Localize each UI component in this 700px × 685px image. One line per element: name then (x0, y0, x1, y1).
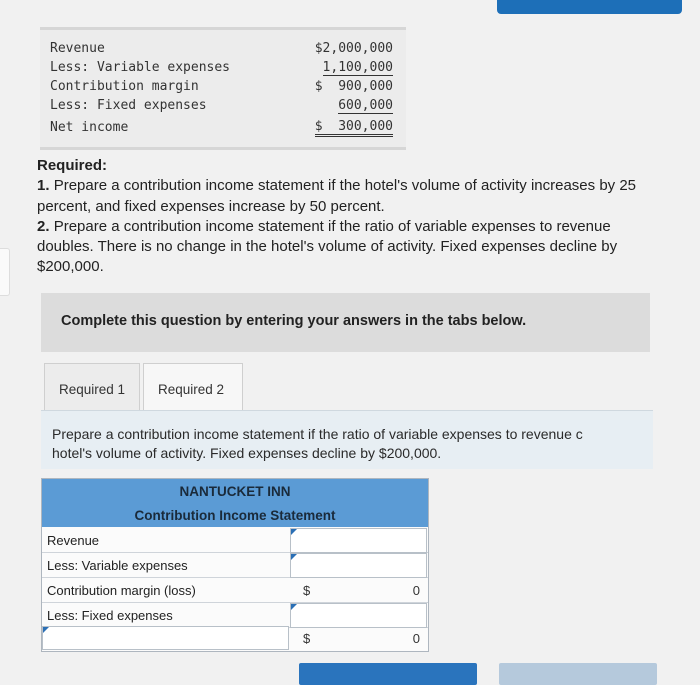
input-marker-icon (43, 627, 49, 633)
summary-label: Revenue (50, 41, 105, 56)
summary-label: Net income (50, 120, 129, 135)
tab-label: Required 2 (158, 382, 225, 397)
item-number: 1. (37, 177, 50, 195)
row-label: Less: Variable expenses (47, 558, 188, 573)
statement-title: Contribution Income Statement (134, 508, 336, 523)
row-contribution-margin (42, 578, 428, 603)
row-net-income (42, 626, 428, 650)
input-marker-icon (291, 604, 297, 610)
panel-line-1: Prepare a contribution income statement if the ratio of variable expenses to revenue c (52, 426, 583, 442)
tab-panel-description (41, 410, 653, 469)
net-income-value: 0 (412, 631, 420, 646)
input-marker-icon (291, 529, 297, 535)
variable-expenses-input[interactable] (290, 553, 427, 578)
fixed-expenses-input[interactable] (290, 603, 427, 628)
net-income-label-input[interactable] (42, 626, 289, 650)
row-label: Less: Fixed expenses (47, 608, 173, 623)
currency-symbol: $ (303, 583, 311, 598)
net-income-value-cell (290, 626, 425, 649)
prev-tab-button[interactable] (299, 663, 477, 685)
cm-value-cell (290, 578, 425, 601)
row-revenue (42, 528, 428, 553)
side-panel-edge (0, 248, 10, 296)
row-variable-expenses (42, 553, 428, 578)
summary-row-fixed (40, 96, 406, 115)
tab-required-1[interactable] (44, 363, 140, 412)
required-instructions (37, 156, 637, 278)
summary-label: Contribution margin (50, 79, 199, 94)
row-fixed-expenses (42, 603, 428, 628)
required-item-1 (37, 176, 637, 217)
summary-value: 1,100,000 (322, 60, 393, 75)
item-text: Prepare a contribution income statement if the hotel's volume of activity increases by 25 percent, and fixed expenses increase by 50 percent. (37, 177, 637, 215)
cm-value: 0 (412, 583, 420, 598)
summary-value: $ 300,000 (315, 119, 393, 137)
row-label: Contribution margin (loss) (47, 583, 196, 598)
summary-value: $ 900,000 (314, 79, 393, 94)
summary-label: Less: Variable expenses (50, 60, 231, 75)
check-my-work-button[interactable] (497, 0, 682, 14)
summary-row-cm (40, 77, 406, 96)
statement-header (42, 479, 428, 527)
summary-value: 600,000 (338, 98, 393, 113)
input-marker-icon (291, 554, 297, 560)
next-tab-button[interactable] (499, 663, 657, 685)
instruction-text: Complete this question by entering your answers in the tabs below. (61, 313, 527, 329)
tab-required-2[interactable] (143, 363, 243, 412)
summary-row-variable (40, 58, 406, 77)
panel-line-2: hotel's volume of activity. Fixed expenses decline by $200,000. (52, 444, 442, 461)
item-number: 2. (37, 217, 50, 235)
required-item-2 (37, 217, 637, 278)
company-name: NANTUCKET INN (179, 484, 291, 499)
summary-row-net-income (40, 115, 406, 138)
currency-symbol: $ (303, 631, 311, 646)
required-heading: Required: (37, 157, 108, 174)
row-label: Revenue (47, 533, 100, 548)
summary-value: $2,000,000 (314, 41, 393, 56)
summary-table (40, 27, 406, 150)
item-text: Prepare a contribution income statement if the ratio of variable expenses to revenue doubles. There is no change in the hotel's volume of activity. Fixed expenses decline by $200,000. (37, 217, 618, 276)
revenue-input[interactable] (290, 528, 427, 553)
summary-label: Less: Fixed expenses (50, 98, 207, 113)
tab-label: Required 1 (59, 382, 126, 397)
summary-row-revenue (40, 39, 406, 58)
instruction-box (41, 293, 650, 352)
contribution-statement (41, 478, 429, 652)
